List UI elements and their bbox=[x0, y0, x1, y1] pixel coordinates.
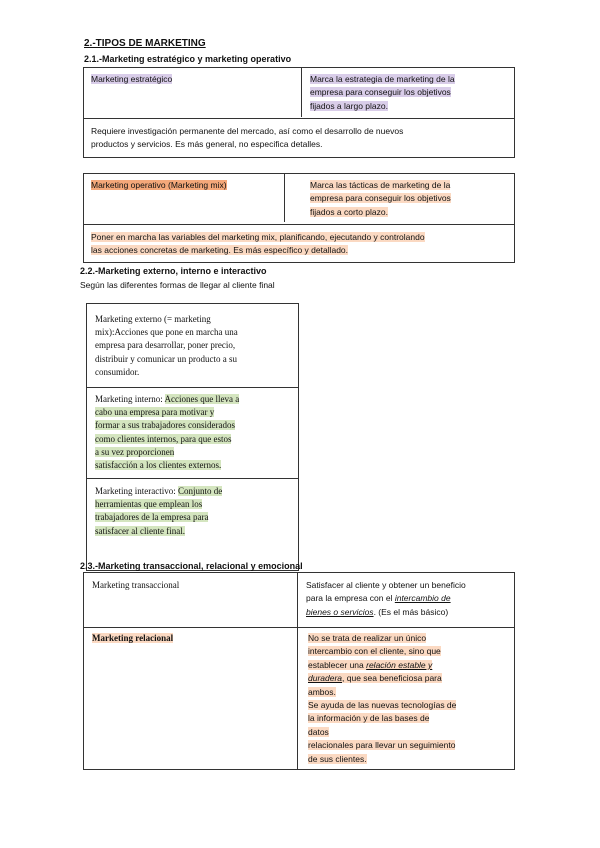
table-ext-int-inter bbox=[86, 303, 299, 571]
strategic-label: Marketing estratégico bbox=[91, 74, 173, 84]
operative-desc: Marca las tácticas de marketing de la empresa para conseguir los objetivos fijados a corto plazo. bbox=[310, 180, 451, 217]
operative-body: Poner en marcha las variables del marketing mix, planificando, ejecutando y controlando las acciones concretas de marketing. Es más específico y detallado. bbox=[91, 232, 425, 256]
trans-label: Marketing transaccional bbox=[92, 580, 180, 590]
table-operative bbox=[83, 173, 515, 263]
interno-text: Marketing interno: Acciones que lleva a cabo una empresa para motivar y formar a sus trabajadores considerados como clientes internos, para que estos a su vez proporcionen satisfacción a los clientes externos. bbox=[95, 394, 240, 471]
rel-label: Marketing relacional bbox=[92, 633, 174, 643]
section-2-1-heading: 2.1.-Marketing estratégico y marketing operativo bbox=[84, 54, 292, 64]
interactivo-text: Marketing interactivo: Conjunto de herramientas que emplean los trabajadores de la empresa para satisfacer al cliente final. bbox=[95, 486, 223, 536]
section-2-2-heading: 2.2.-Marketing externo, interno e interactivo bbox=[80, 266, 267, 276]
strategic-body: Requiere investigación permanente del mercado, así como el desarrollo de nuevos productos y servicios. Es más general, no especifica detalles. bbox=[91, 126, 404, 150]
table-trans-rel bbox=[83, 572, 515, 770]
strategic-desc: Marca la estrategia de marketing de la empresa para conseguir los objetivos fijados a largo plazo. bbox=[310, 74, 455, 111]
section-2-3-heading: 2.3.-Marketing transaccional, relacional y emocional bbox=[80, 561, 303, 571]
section-2-2-subheading: Según las diferentes formas de llegar al cliente final bbox=[80, 280, 275, 290]
table-strategic bbox=[83, 67, 515, 158]
rel-desc: No se trata de realizar un único intercambio con el cliente, sino que establecer una relación estable y duradera, que sea beneficiosa para ambos. Se ayuda de las nuevas tecnologías de la información y de las bases de datos relacionales para llevar un seguimiento de sus clientes. bbox=[308, 633, 457, 764]
operative-label: Marketing operativo (Marketing mix) bbox=[91, 180, 227, 190]
page-title: 2.-TIPOS DE MARKETING bbox=[84, 38, 206, 49]
trans-desc: Satisfacer al cliente y obtener un beneficio para la empresa con el intercambio de bienes o servicios. (Es el más básico) bbox=[306, 580, 466, 617]
externo-text: Marketing externo (= marketing mix):Acciones que pone en marcha una empresa para desarrollar, poner precio, distribuir y comunicar un producto a su consumidor. bbox=[95, 314, 238, 377]
